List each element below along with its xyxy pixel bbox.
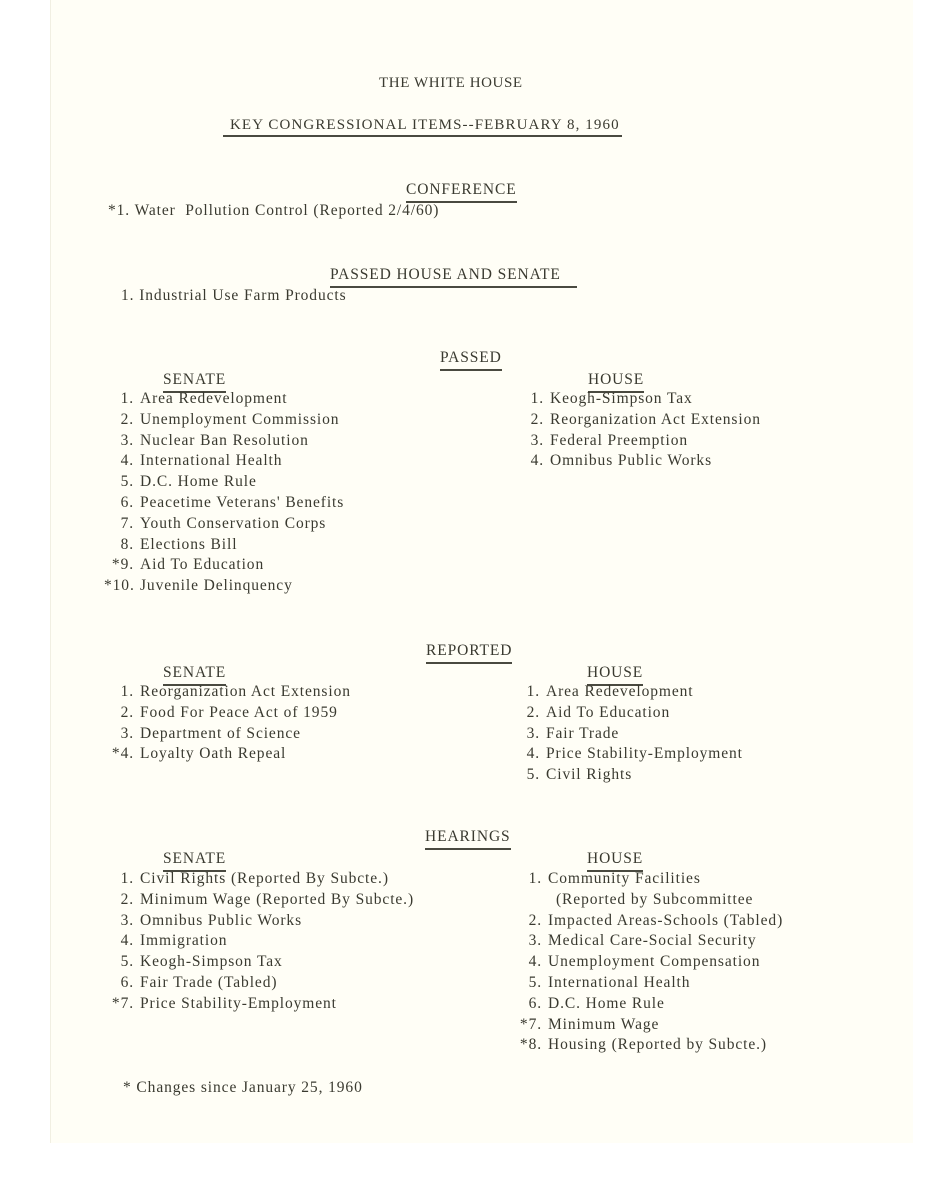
hearings-house-list (512, 869, 783, 1056)
list-item: 2. Unemployment Commission (120, 410, 340, 428)
reported-senate-heading: SENATE (163, 662, 226, 686)
list-item: 1. Area Redevelopment (526, 683, 694, 700)
reported-house-list (510, 682, 743, 786)
list-item: 1. Area Redevelopment (120, 390, 288, 407)
item-number: *1. (108, 202, 131, 219)
list-item: 3. Department of Science (120, 724, 301, 742)
list-item: 2. Aid To Education (526, 703, 671, 721)
list-item: 2. Food For Peace Act of 1959 (120, 703, 338, 721)
list-item: 5. Keogh-Simpson Tax (120, 953, 283, 971)
passed-senate-list (104, 389, 344, 597)
list-item: 2. Reorganization Act Extension (530, 410, 761, 428)
list-item: 6. Fair Trade (Tabled) (120, 973, 278, 991)
list-item: *9. Aid To Education (111, 556, 265, 574)
passed-both-item (121, 285, 347, 306)
list-item: *7. Price Stability-Employment (111, 994, 337, 1012)
list-item: 4. Omnibus Public Works (530, 452, 713, 470)
list-item: 4. Immigration (120, 932, 228, 950)
hearings-heading: HEARINGS (425, 826, 511, 850)
hearings-senate-heading: SENATE (163, 848, 226, 872)
passed-house-heading: HOUSE (588, 369, 644, 393)
list-item: 3. Federal Preemption (530, 431, 689, 449)
list-item: 4. Unemployment Compensation (528, 953, 761, 971)
list-item: *4. Loyalty Oath Repeal (111, 745, 287, 763)
passed-senate-heading: SENATE (163, 369, 226, 393)
reported-heading: REPORTED (426, 640, 512, 664)
list-item: 3. Fair Trade (526, 724, 620, 742)
list-item: 5. D.C. Home Rule (120, 473, 257, 491)
reported-senate-list (104, 682, 351, 765)
list-item: 2. Impacted Areas-Schools (Tabled) (528, 911, 784, 929)
item-text: Water Pollution Control (Reported 2/4/60) (134, 202, 440, 219)
list-item: *10. Juvenile Delinquency (104, 577, 293, 595)
passed-both-heading: PASSED HOUSE AND SENATE (330, 264, 577, 288)
list-item: *7. Minimum Wage (519, 1015, 660, 1033)
conference-item (108, 200, 439, 221)
list-item: 4. Price Stability-Employment (526, 745, 743, 763)
list-item: 4. International Health (120, 452, 283, 470)
list-item: 1. Community Facilities (528, 870, 701, 887)
footnote: * Changes since January 25, 1960 (123, 1079, 363, 1096)
passed-house-list (514, 389, 761, 472)
list-item: 3. Nuclear Ban Resolution (120, 431, 309, 449)
list-item: 7. Youth Conservation Corps (120, 514, 327, 532)
conference-heading: CONFERENCE (406, 179, 517, 203)
list-item: 5. Civil Rights (526, 766, 633, 784)
hearings-senate-list (104, 869, 414, 1015)
list-item: 1. Keogh-Simpson Tax (530, 390, 693, 407)
list-item-continuation: (Reported by Subcommittee (556, 890, 754, 908)
hearings-house-heading: HOUSE (587, 848, 643, 872)
list-item: 5. International Health (528, 973, 691, 991)
org-heading: THE WHITE HOUSE (379, 75, 523, 91)
list-item: 1. Reorganization Act Extension (120, 683, 351, 700)
reported-house-heading: HOUSE (587, 662, 643, 686)
list-item: 1. Civil Rights (Reported By Subcte.) (120, 870, 389, 887)
list-item: 8. Elections Bill (120, 535, 238, 553)
list-item: 2. Minimum Wage (Reported By Subcte.) (120, 890, 415, 908)
list-item: 3. Medical Care-Social Security (528, 932, 757, 950)
item-text: Industrial Use Farm Products (139, 287, 347, 304)
list-item: *8. Housing (Reported by Subcte.) (519, 1036, 767, 1054)
passed-heading: PASSED (440, 347, 502, 371)
page-title: KEY CONGRESSIONAL ITEMS--FEBRUARY 8, 1960 (223, 117, 622, 137)
list-item: 6. Peacetime Veterans' Benefits (120, 493, 345, 511)
item-number: 1. (121, 287, 135, 304)
list-item: 6. D.C. Home Rule (528, 994, 665, 1012)
list-item: 3. Omnibus Public Works (120, 911, 303, 929)
